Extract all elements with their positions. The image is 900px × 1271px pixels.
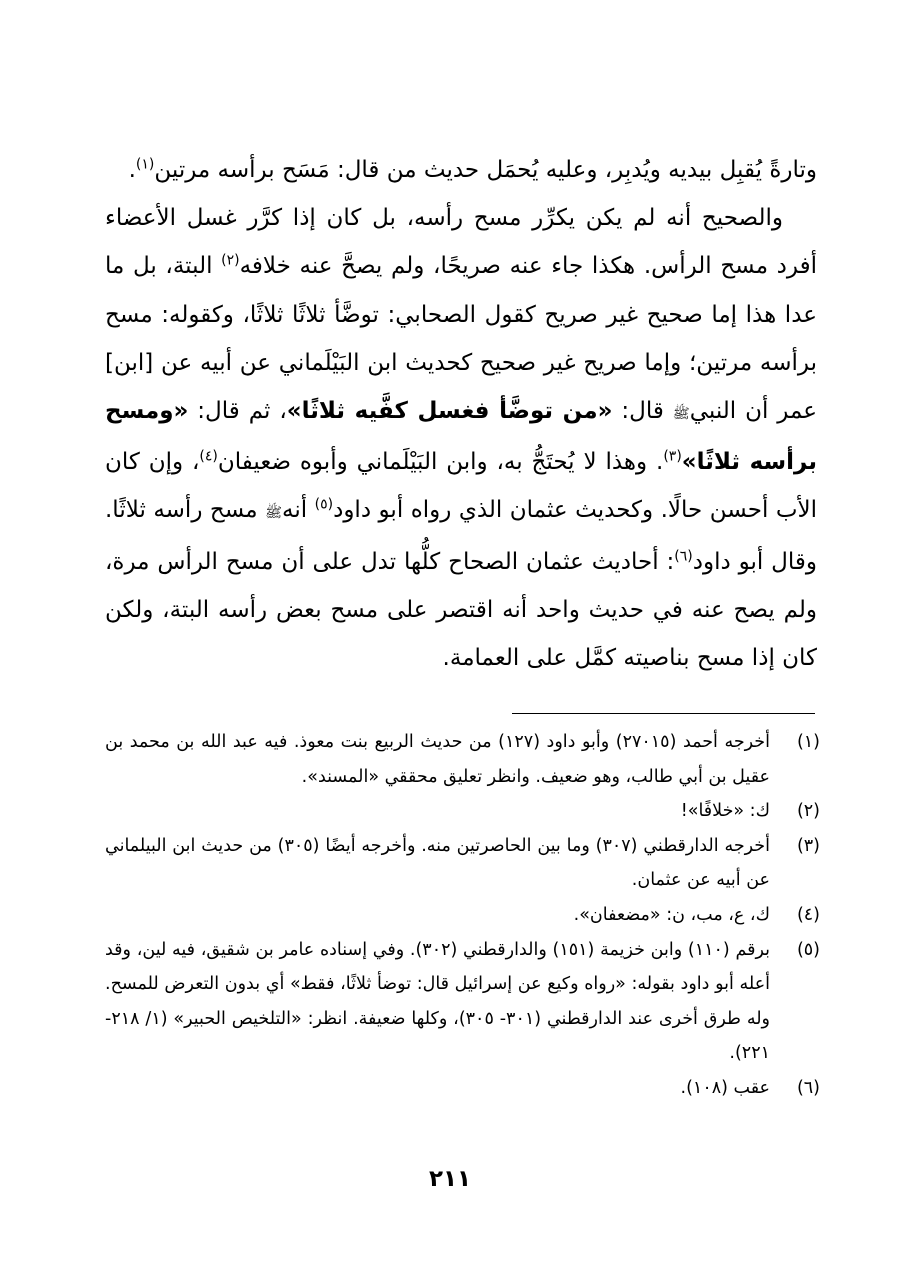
salutation-symbol: ﷺ [672,406,690,423]
footnote-number: (٥) [796,939,820,960]
footnote-4 [105,898,820,933]
footnote-text: أخرجه أحمد (٢٧٠١٥) وأبو داود (١٢٧) من حديث الربيع بنت معوذ. فيه عبد الله بن محمد بن عقيل بن أبي طالب، وهو ضعيف. وانظر تعليق محققي «المسند». [105,732,770,787]
footnote-number: (٤) [796,904,820,925]
footnote-ref-3[interactable]: (٣) [663,448,682,465]
paragraph-2: والصحيح أنه لم يكن يكرِّر مسح رأسه، بل كان إذا كرَّر غسل الأعضاء أفرد مسح الرأس. هكذا جاء عنه صريحًا، ولم يصحَّ عنه خلافه$^{(٢)}$ البتة، بل ما عدا هذا إما صحيح غير صريح كقول الصحابي: توضَّأ ثلاثًا ثلاثًا، وكقوله: مسح برأسه مرتين؛ وإما صريح غير صحيح كحديث ابن البَيْلَماني عن أبيه عن [ابن] عمر أن النبيﷺ قال: «من توضَّأ فغسل كفَّيه ثلاثًا»، ثم قال: «ومسح برأسه ثلاثًا»$^{(٣)}$. وهذا لا يُحتَجُّ به، وابن البَيْلَماني وأبوه ضعيفان$^{(٤)}$، وإن كان الأب أحسن حالًا. وكحديث عثمان الذي رواه أبو داود$^{(٥)}$ أنهﷺ مسح رأسه ثلاثًا. وقال أبو داود$^{(٦)}$: أحاديث عثمان الصحاح كلُّها تدل على أن مسح الرأس مرة، ولم يصح عنه في حديث واحد أنه اقتصر على مسح بعض رأسه البتة، ولكن كان إذا مسح بناصيته كمَّل على العمامة. [105,205,817,672]
salutation-symbol: ﷺ [265,505,282,522]
footnote-number: (٦) [796,1077,820,1098]
footnote-6 [105,1071,820,1106]
footnote-number: (٢) [796,801,820,822]
footnote-5 [105,933,820,1071]
footnote-ref-5[interactable]: (٥) [314,496,334,513]
footnote-ref-4[interactable]: (٤) [199,448,218,465]
hadith-quote: «ومسح برأسه ثلاثًا» [105,398,817,476]
footnote-separator [512,713,815,714]
footnote-number: (١) [796,732,820,752]
footnote-ref-1[interactable]: (١) [135,156,155,173]
footnote-text: برقم (١١٠) وابن خزيمة (١٥١) والدارقطني (٣٠٢). وفي إسناده عامر بن شقيق، فيه لين، وقد أعله أبو داود بقوله: «رواه وكيع عن إسرائيل قال: توضأ ثلاثًا، فقط» أي بدون التعرض للمسح. وله طرق أخرى عند الدارقطني (٣٠١- ٣٠٥)، وكلها ضعيفة. انظر: «التلخيص الحبير» (١/ ٢١٨- ٢٢١). [105,939,770,1064]
footnote-3 [105,829,820,898]
hadith-quote: «من توضَّأ فغسل كفَّيه ثلاثًا» [286,398,613,425]
footnote-ref-2[interactable]: (٢) [221,252,240,269]
footnote-text: عقب (١٠٨). [680,1077,770,1098]
page-number: ٢١١ [428,1166,472,1192]
footnote-text: ك، ع، مب، ن: «مضعفان». [573,904,770,925]
footnote-ref-6[interactable]: (٦) [674,547,693,564]
footnote-number: (٣) [796,835,820,856]
footnote-2 [105,794,820,829]
footnote-1 [105,725,820,794]
footnotes [105,725,820,1106]
paragraph-1: وتارةً يُقبِل بيديه ويُدبِر، وعليه يُحمَل حديث من قال: مَسَح برأسه مرتين$^{(١)}$. [128,156,817,183]
main-text [105,146,817,682]
footnote-text: أخرجه الدارقطني (٣٠٧) وما بين الحاصرتين منه. وأخرجه أيضًا (٣٠٥) من حديث ابن البيلماني عن أبيه عن عثمان. [105,835,770,891]
footnote-text: ك: «خلافًا»! [680,801,770,822]
